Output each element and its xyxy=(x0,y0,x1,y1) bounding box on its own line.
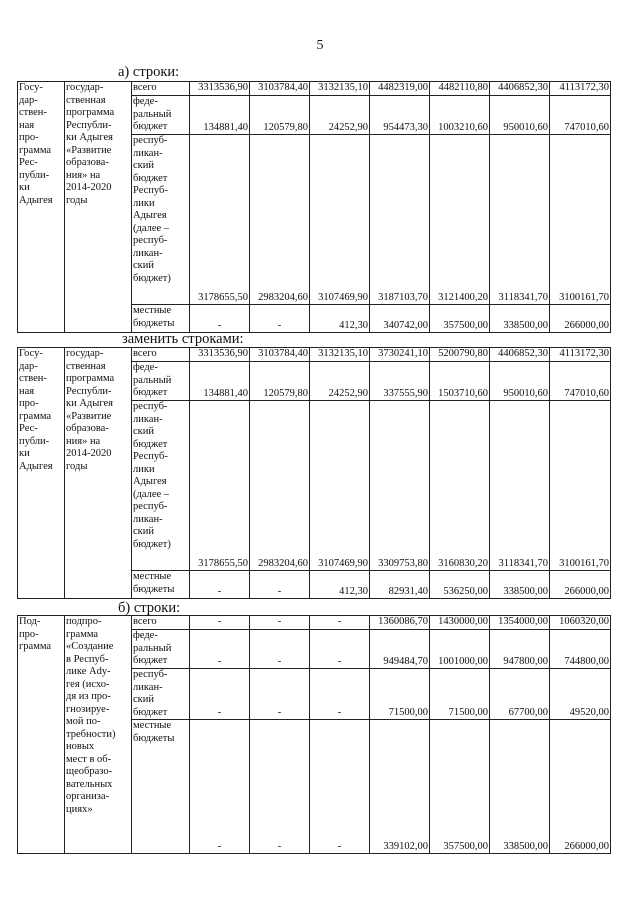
amount-cell: - xyxy=(190,305,250,333)
amount-cell: 3178655,50 xyxy=(190,135,250,305)
amount-cell: 120579,80 xyxy=(250,362,310,401)
amount-cell: 1503710,60 xyxy=(430,362,490,401)
program-name-cell: государ- ственная программа Республи- ки Адыгея «Развитие образова- ния» на 2014-2020 годы xyxy=(65,82,132,333)
funding-source-label: местные бюджеты xyxy=(132,305,190,333)
amount-cell: 357500,00 xyxy=(430,305,490,333)
amount-cell: 412,30 xyxy=(310,305,370,333)
amount-cell: 3100161,70 xyxy=(550,135,611,305)
funding-source-label: феде- ральный бюджет xyxy=(132,630,190,669)
amount-cell: 338500,00 xyxy=(490,305,550,333)
amount-cell: 266000,00 xyxy=(550,720,611,854)
amount-cell: 357500,00 xyxy=(430,720,490,854)
amount-cell: 3132135,10 xyxy=(310,82,370,96)
amount-cell: 49520,00 xyxy=(550,669,611,720)
section-b-title: б) строки: xyxy=(118,600,181,616)
amount-cell: 4406852,30 xyxy=(490,82,550,96)
amount-cell: - xyxy=(250,571,310,599)
table-row xyxy=(18,82,611,96)
amount-cell: 3313536,90 xyxy=(190,82,250,96)
table-a xyxy=(17,81,611,333)
amount-cell: 3132135,10 xyxy=(310,348,370,362)
funding-source-label: респуб- ликан- ский бюджет xyxy=(132,669,190,720)
program-type-cell: Под- про- грамма xyxy=(18,616,65,854)
amount-cell: 24252,90 xyxy=(310,96,370,135)
amount-cell: 24252,90 xyxy=(310,362,370,401)
program-type-cell: Госу- дар- ствен- ная про- грамма Рес- публи- ки Адыгея xyxy=(18,82,65,333)
amount-cell: 266000,00 xyxy=(550,305,611,333)
amount-cell: 4406852,30 xyxy=(490,348,550,362)
amount-cell: 2983204,60 xyxy=(250,135,310,305)
amount-cell: 4482319,00 xyxy=(370,82,430,96)
amount-cell: 4482110,80 xyxy=(430,82,490,96)
amount-cell: 744800,00 xyxy=(550,630,611,669)
amount-cell: 3103784,40 xyxy=(250,348,310,362)
funding-source-label: респуб- ликан- ский бюджет Респуб- лики Адыгея (далее – респуб- ликан- ский бюджет) xyxy=(132,401,190,571)
funding-source-label: всего xyxy=(132,616,190,630)
amount-cell: 3121400,20 xyxy=(430,135,490,305)
amount-cell: 536250,00 xyxy=(430,571,490,599)
amount-cell: 338500,00 xyxy=(490,720,550,854)
amount-cell: 412,30 xyxy=(310,571,370,599)
amount-cell: 3107469,90 xyxy=(310,135,370,305)
amount-cell: - xyxy=(250,630,310,669)
amount-cell: 71500,00 xyxy=(430,669,490,720)
amount-cell: 949484,70 xyxy=(370,630,430,669)
amount-cell: 4113172,30 xyxy=(550,348,611,362)
amount-cell: - xyxy=(250,616,310,630)
funding-source-label: феде- ральный бюджет xyxy=(132,362,190,401)
amount-cell: 947800,00 xyxy=(490,630,550,669)
amount-cell: - xyxy=(250,305,310,333)
amount-cell: 67700,00 xyxy=(490,669,550,720)
amount-cell: 1360086,70 xyxy=(370,616,430,630)
amount-cell: - xyxy=(190,616,250,630)
amount-cell: 1003210,60 xyxy=(430,96,490,135)
amount-cell: 338500,00 xyxy=(490,571,550,599)
amount-cell: 1060320,00 xyxy=(550,616,611,630)
program-name-cell: подпро- грамма «Создание в Респуб- лике Ady- гея (исхо- дя из про- гнозируе- мой по- требности) новых мест в об- щеобразо- вательных организа- циях» xyxy=(65,616,132,854)
amount-cell: - xyxy=(190,669,250,720)
amount-cell: 3178655,50 xyxy=(190,401,250,571)
amount-cell: 71500,00 xyxy=(370,669,430,720)
funding-source-label: всего xyxy=(132,348,190,362)
funding-source-label: всего xyxy=(132,82,190,96)
amount-cell: 3309753,80 xyxy=(370,401,430,571)
amount-cell: 340742,00 xyxy=(370,305,430,333)
amount-cell: 3118341,70 xyxy=(490,401,550,571)
amount-cell: - xyxy=(310,616,370,630)
amount-cell: 950010,60 xyxy=(490,362,550,401)
section-replace-title: заменить строками: xyxy=(122,331,244,347)
section-a-title: а) строки: xyxy=(118,64,180,80)
funding-source-label: респуб- ликан- ский бюджет Респуб- лики Адыгея (далее – респуб- ликан- ский бюджет) xyxy=(132,135,190,305)
program-type-cell: Госу- дар- ствен- ная про- грамма Рес- публи- ки Адыгея xyxy=(18,348,65,599)
amount-cell: 3313536,90 xyxy=(190,348,250,362)
amount-cell: 954473,30 xyxy=(370,96,430,135)
amount-cell: 950010,60 xyxy=(490,96,550,135)
amount-cell: 3187103,70 xyxy=(370,135,430,305)
amount-cell: - xyxy=(250,720,310,854)
amount-cell: - xyxy=(310,720,370,854)
amount-cell: 1354000,00 xyxy=(490,616,550,630)
amount-cell: 4113172,30 xyxy=(550,82,611,96)
amount-cell: 134881,40 xyxy=(190,362,250,401)
amount-cell: 337555,90 xyxy=(370,362,430,401)
amount-cell: 747010,60 xyxy=(550,362,611,401)
amount-cell: - xyxy=(250,669,310,720)
amount-cell: 1001000,00 xyxy=(430,630,490,669)
amount-cell: 3118341,70 xyxy=(490,135,550,305)
amount-cell: 266000,00 xyxy=(550,571,611,599)
funding-source-label: местные бюджеты xyxy=(132,720,190,854)
amount-cell: 3160830,20 xyxy=(430,401,490,571)
funding-source-label: местные бюджеты xyxy=(132,571,190,599)
amount-cell: - xyxy=(190,571,250,599)
table-row xyxy=(18,348,611,362)
page-number: 5 xyxy=(316,38,324,53)
amount-cell: 3730241,10 xyxy=(370,348,430,362)
amount-cell: 747010,60 xyxy=(550,96,611,135)
funding-source-label: феде- ральный бюджет xyxy=(132,96,190,135)
table-row xyxy=(18,616,611,630)
amount-cell: 3100161,70 xyxy=(550,401,611,571)
amount-cell: 5200790,80 xyxy=(430,348,490,362)
amount-cell: 82931,40 xyxy=(370,571,430,599)
amount-cell: 120579,80 xyxy=(250,96,310,135)
amount-cell: 1430000,00 xyxy=(430,616,490,630)
amount-cell: 3103784,40 xyxy=(250,82,310,96)
amount-cell: - xyxy=(310,669,370,720)
amount-cell: - xyxy=(310,630,370,669)
amount-cell: - xyxy=(190,720,250,854)
table-b xyxy=(17,615,611,854)
amount-cell: 2983204,60 xyxy=(250,401,310,571)
amount-cell: 3107469,90 xyxy=(310,401,370,571)
amount-cell: 339102,00 xyxy=(370,720,430,854)
amount-cell: 134881,40 xyxy=(190,96,250,135)
table-replace xyxy=(17,347,611,599)
amount-cell: - xyxy=(190,630,250,669)
program-name-cell: государ- ственная программа Республи- ки Адыгея «Развитие образова- ния» на 2014-2020 годы xyxy=(65,348,132,599)
